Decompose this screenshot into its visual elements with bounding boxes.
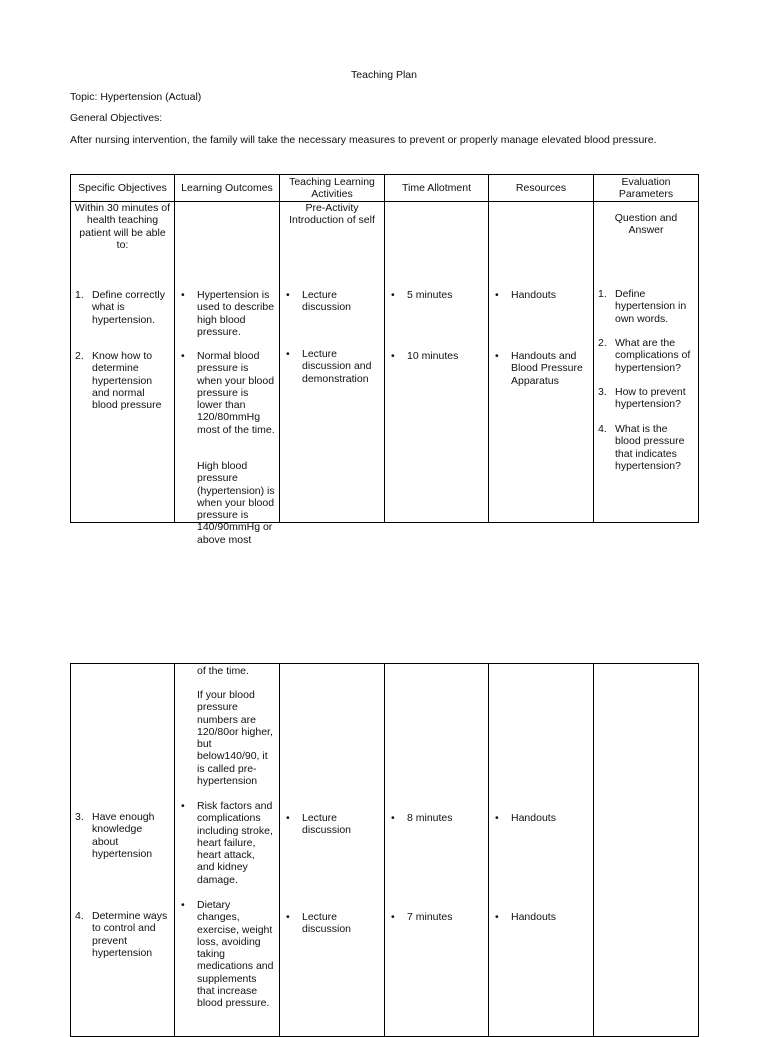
header-learning-outcomes: Learning Outcomes: [175, 175, 280, 202]
intro-evaluation: Question and Answer: [614, 212, 678, 237]
outcome-2: • Normal blood pressure is when your blood pressure is lower than 120/80mmHg most of the time.: [181, 350, 275, 436]
header-specific-objectives: Specific Objectives: [71, 175, 175, 202]
outcome-2d: If your blood pressure numbers are 120/80or higher, but below140/90, it is called pre-hypertension: [197, 689, 273, 788]
resource-2: • Handouts and Blood Pressure Apparatus: [495, 350, 583, 387]
header-evaluation-parameters: Evaluation Parameters: [594, 175, 699, 202]
general-objectives-label: General Objectives:: [70, 112, 163, 124]
time-2: • 10 minutes: [391, 350, 459, 362]
resource-4: • Handouts: [495, 911, 556, 923]
objective-3: 3. Have enough knowledge about hypertension: [75, 811, 155, 860]
resource-1: • Handouts: [495, 289, 556, 301]
teaching-plan-table-page2: [70, 663, 699, 1037]
objective-2: 2. Know how to determine hypertension and normal blood pressure: [75, 350, 162, 412]
table-row: [71, 202, 699, 523]
time-3: • 8 minutes: [391, 812, 453, 824]
time-1: • 5 minutes: [391, 289, 453, 301]
general-objective-text: After nursing intervention, the family will take the necessary measures to prevent or properly manage elevated blood pressure.: [70, 134, 657, 146]
evaluation-1: 1. Define hypertension in own words.: [598, 288, 687, 325]
table-row: [71, 664, 699, 1037]
activity-3: • Lecture discussion: [286, 812, 352, 837]
header-time-allotment: Time Allotment: [385, 175, 489, 202]
evaluation-4: 4. What is the blood pressure that indicates hypertension?: [598, 423, 685, 472]
evaluation-2: 2. What are the complications of hypertension?: [598, 337, 691, 374]
intro-activity: Pre-Activity Introduction of self: [289, 202, 375, 227]
intro-objective: Within 30 minutes of health teaching patient will be able to:: [74, 202, 171, 251]
evaluation-empty-cell: [594, 664, 698, 1036]
activity-4: • Lecture discussion: [286, 911, 352, 936]
header-resources: Resources: [489, 175, 594, 202]
time-4: • 7 minutes: [391, 911, 453, 923]
resource-3: • Handouts: [495, 812, 556, 824]
outcome-3: • Risk factors and complications including stroke, heart failure, heart attack, and kidney damage.: [181, 800, 273, 886]
outcome-2b: High blood pressure (hypertension) is when your blood pressure is 140/90mmHg or above most: [197, 460, 275, 546]
objective-1: 1. Define correctly what is hypertension.: [75, 289, 165, 326]
outcome-2c: of the time.: [197, 665, 249, 677]
header-teaching-learning-activities: Teaching Learning Activities: [280, 175, 385, 202]
activity-2: • Lecture discussion and demonstration: [286, 348, 372, 385]
document-title: Teaching Plan: [351, 69, 417, 81]
activity-1: • Lecture discussion: [286, 289, 352, 314]
topic-line: Topic: Hypertension (Actual): [70, 91, 202, 103]
evaluation-3: 3. How to prevent hypertension?: [598, 386, 686, 411]
teaching-plan-table-page1: [70, 174, 699, 546]
objective-4: 4. Determine ways to control and prevent hypertension: [75, 910, 168, 959]
outcome-4: • Dietary changes, exercise, weight loss, avoiding taking medications and supplements that increase blood pressure.: [181, 899, 274, 1010]
table-header-row: [71, 175, 699, 202]
outcome-1: • Hypertension is used to describe high blood pressure.: [181, 289, 275, 338]
